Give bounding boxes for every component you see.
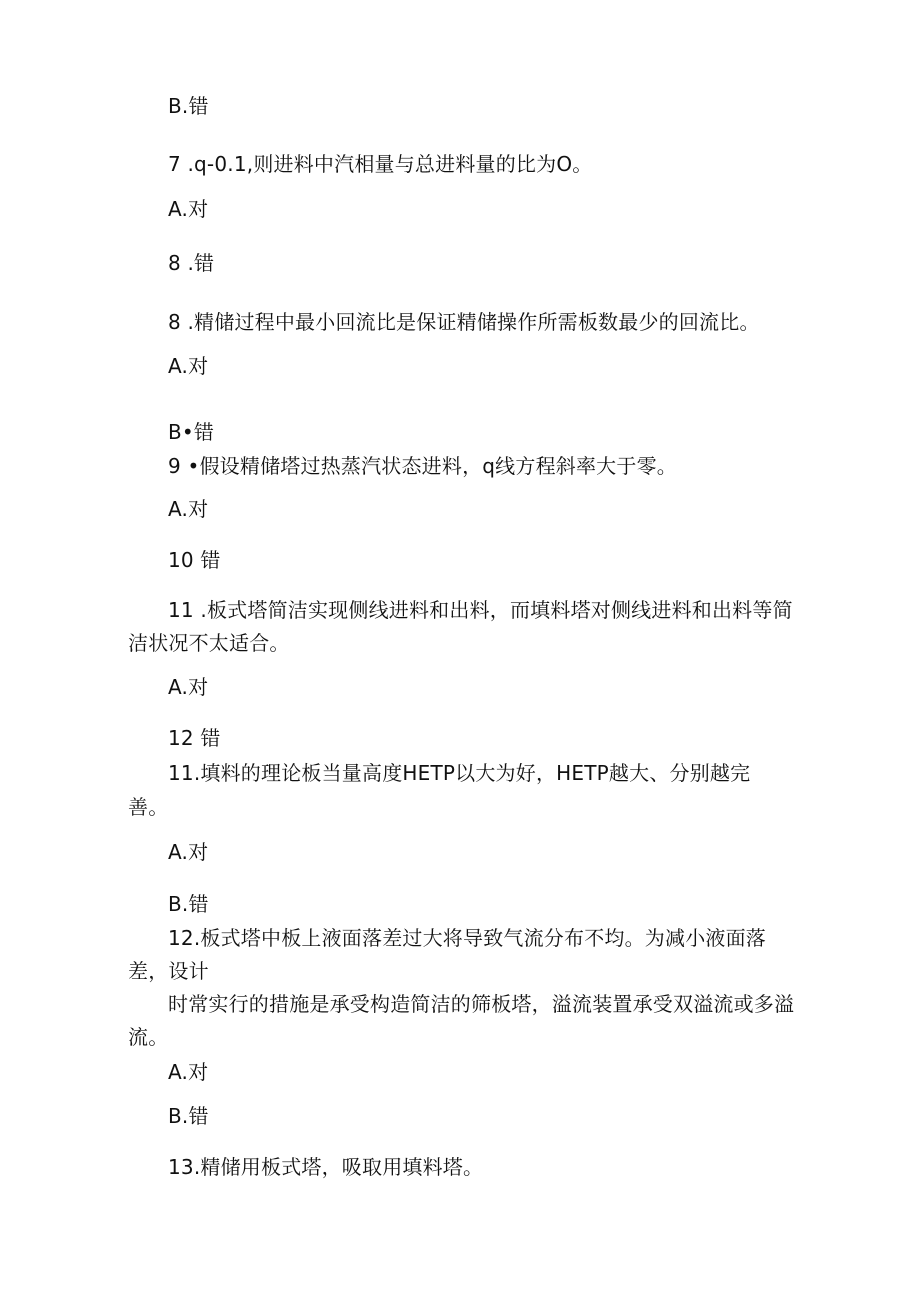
text-line-17: A.对 <box>168 840 209 864</box>
text-line-9: A.对 <box>168 497 209 521</box>
text-line-6: A.对 <box>168 354 209 378</box>
text-line-23: A.对 <box>168 1060 209 1084</box>
text-line-22: 流。 <box>128 1025 169 1049</box>
text-line-7: B•错 <box>168 420 215 444</box>
text-line-1: B.错 <box>168 94 209 118</box>
text-line-16: 善。 <box>128 795 169 819</box>
text-line-19: 12.板式塔中板上液面落差过大将导致气流分布不均。为减小液面落 <box>168 926 767 950</box>
text-line-14: 12 错 <box>168 726 221 750</box>
text-line-24: B.错 <box>168 1104 209 1128</box>
text-line-10: 10 错 <box>168 548 221 572</box>
text-line-12: 洁状况不太适合。 <box>128 631 290 655</box>
text-line-3: A.对 <box>168 197 209 221</box>
text-line-21: 时常实行的措施是承受构造简洁的筛板塔，溢流装置承受双溢流或多溢 <box>168 992 795 1016</box>
text-line-8: 9 •假设精储塔过热蒸汽状态进料，q线方程斜率大于零。 <box>168 454 677 478</box>
text-line-18: B.错 <box>168 892 209 916</box>
text-line-15: 11.填料的理论板当量高度HETP以大为好，HETP越大、分别越完 <box>168 761 751 785</box>
text-line-5: 8 .精储过程中最小回流比是保证精储操作所需板数最少的回流比。 <box>168 310 760 334</box>
text-line-2: 7 .q-0.1,则进料中汽相量与总进料量的比为O。 <box>168 152 593 176</box>
text-line-4: 8 .错 <box>168 251 215 275</box>
text-line-25: 13.精储用板式塔，吸取用填料塔。 <box>168 1155 484 1179</box>
text-line-13: A.对 <box>168 675 209 699</box>
text-line-20: 差，设计 <box>128 959 209 983</box>
text-line-11: 11 .板式塔简洁实现侧线进料和出料，而填料塔对侧线进料和出料等简 <box>168 598 793 622</box>
